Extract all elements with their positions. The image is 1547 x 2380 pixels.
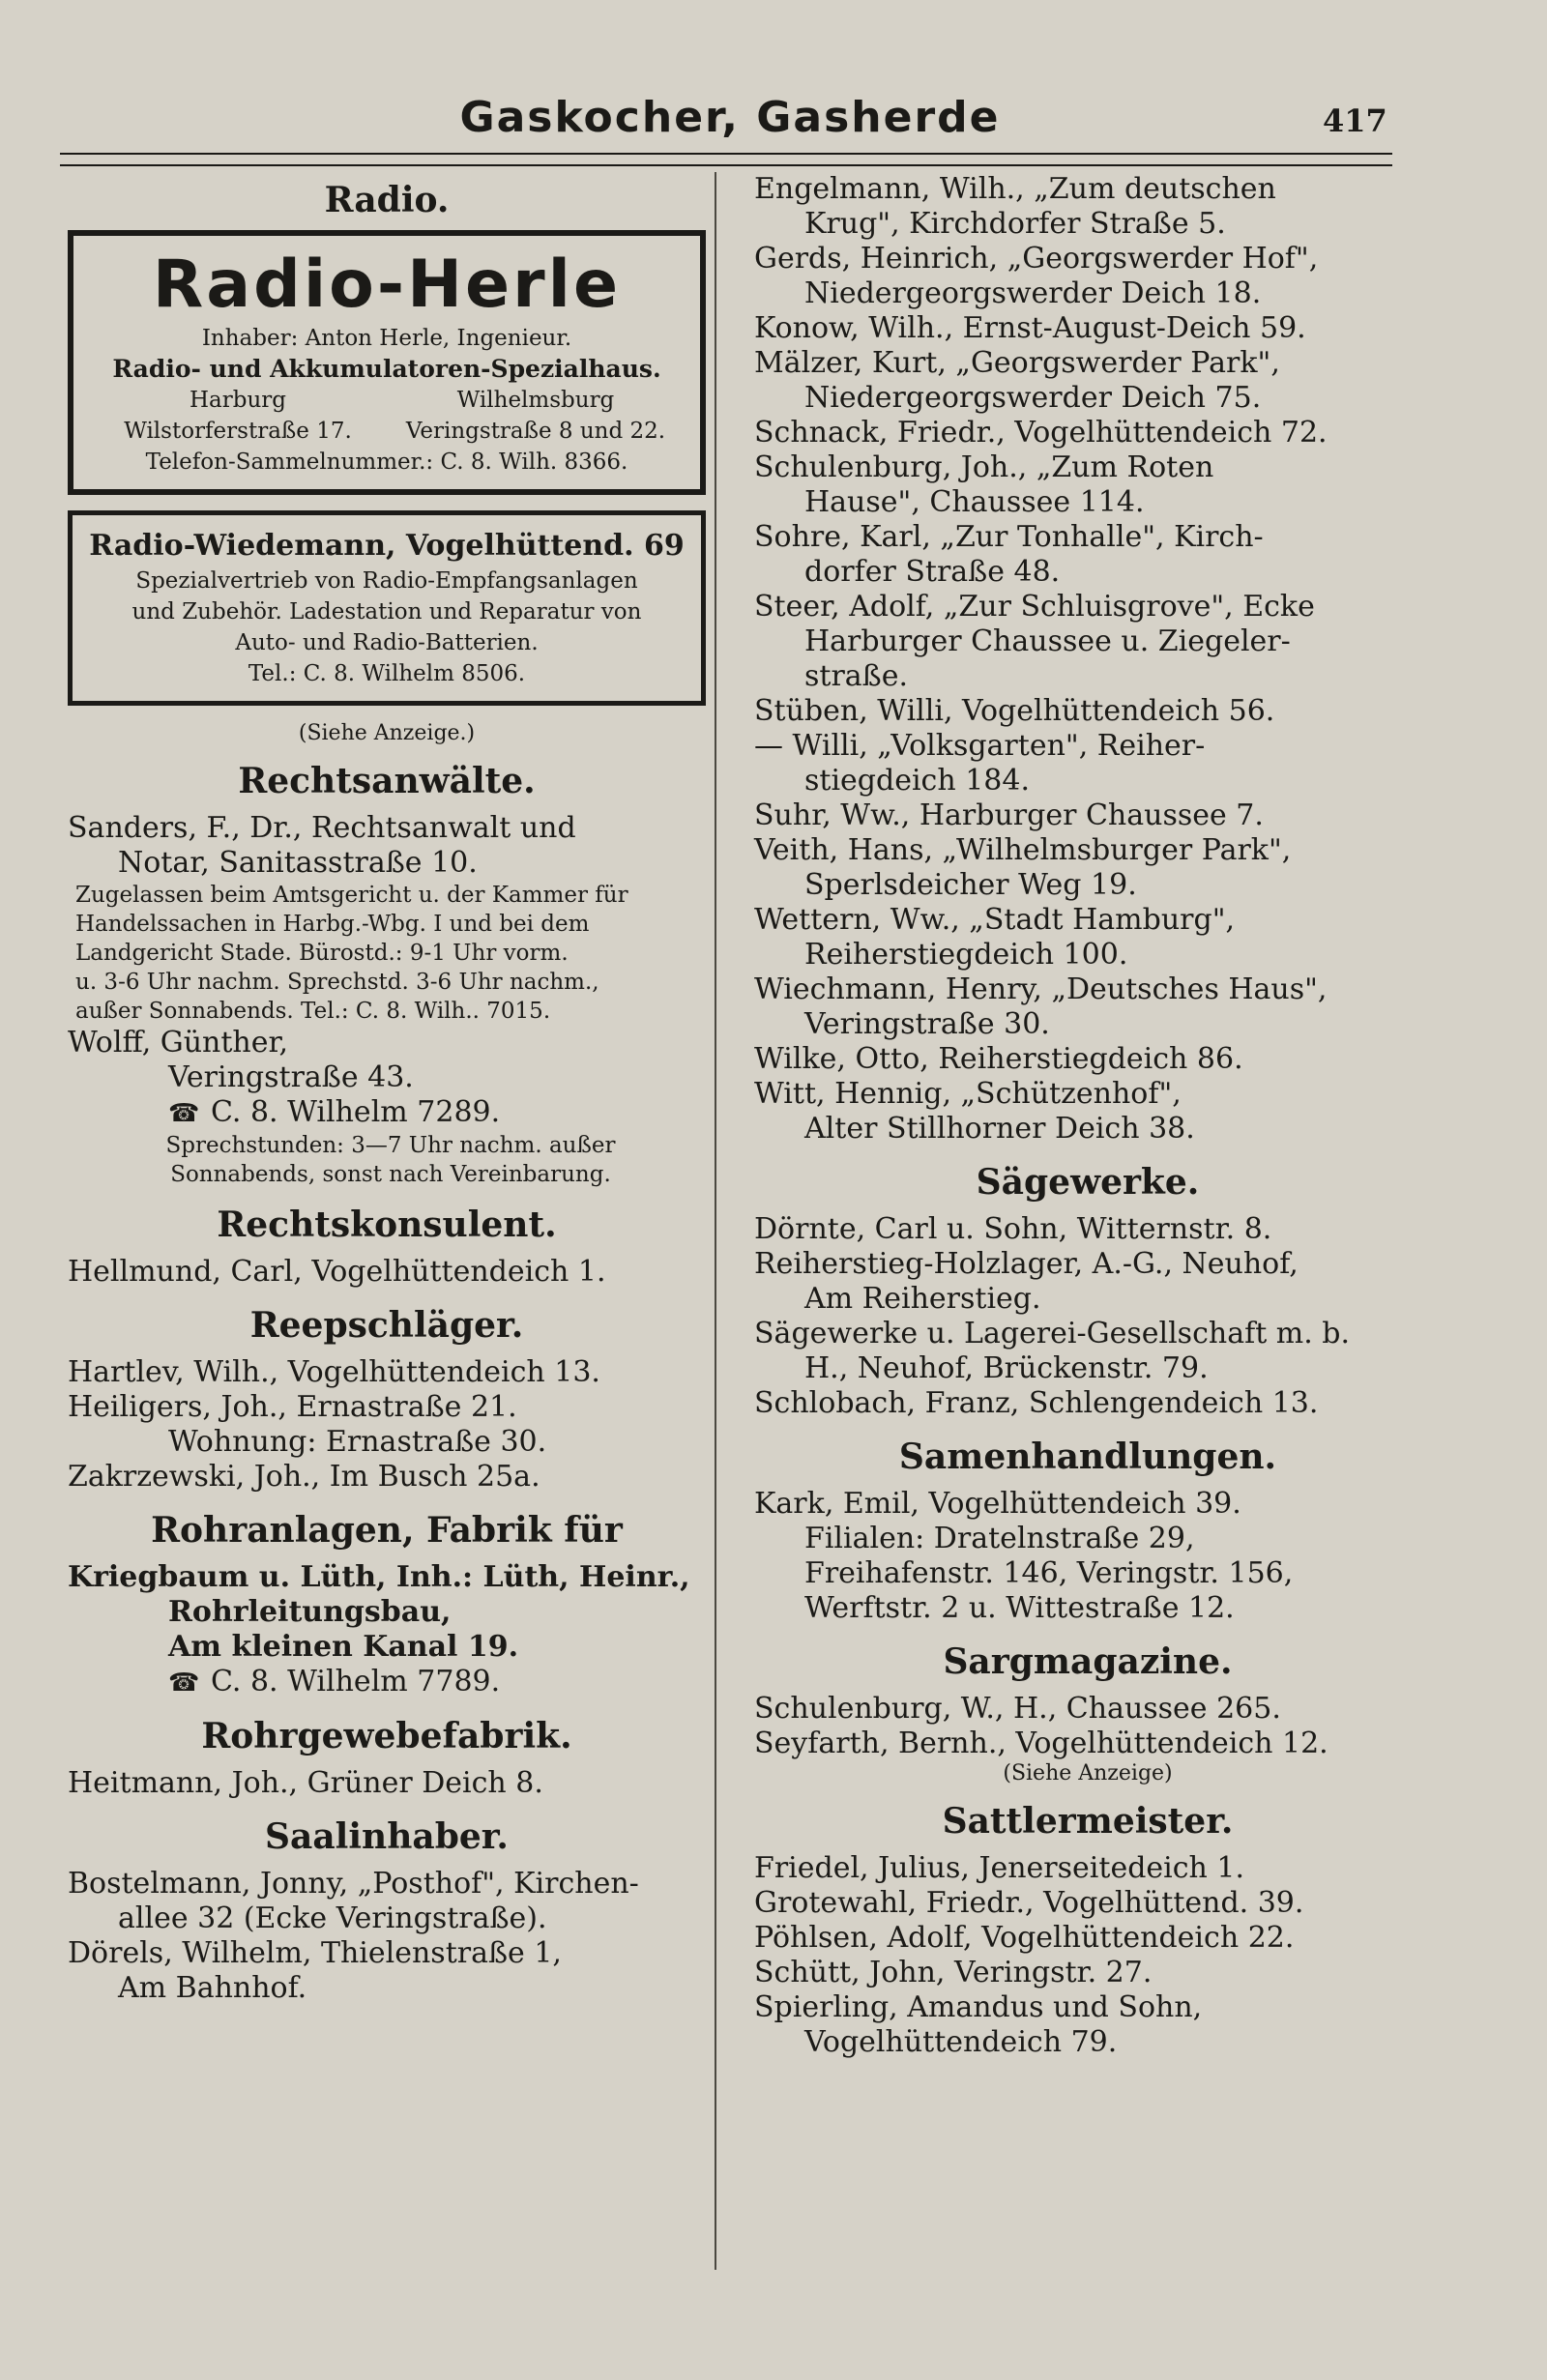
section-heading-samenhandlungen: Samenhandlungen. <box>898 1437 1277 1477</box>
directory-entry: Pöhlsen, Adolf, Vogelhüttendeich 22. <box>754 1921 1295 1955</box>
ad-brand-name: Radio-Herle <box>152 247 622 323</box>
page-number: 417 <box>1323 102 1387 139</box>
directory-entry: Grotewahl, Friedr., Vogelhüttend. 39. <box>754 1886 1304 1920</box>
directory-entry <box>68 1560 706 1665</box>
ad-owner: Inhaber: Anton Herle, Ingenieur. <box>201 326 572 351</box>
section-heading-saegewerke: Sägewerke. <box>976 1162 1200 1203</box>
directory-entry <box>68 1867 706 1936</box>
entry-line: Niedergeorgswerder Deich 75. <box>804 381 1262 415</box>
phone-number: C. 8. Wilhelm 7789. <box>211 1665 501 1698</box>
entry-line: Gerds, Heinrich, „Georgswerder Hof", <box>754 242 1319 276</box>
entry-line: straße. <box>804 659 909 693</box>
entry-line: Sanders, F., Dr., Rechtsanwalt und <box>68 811 576 845</box>
directory-entry: Schulenburg, W., H., Chaussee 265. <box>754 1692 1281 1726</box>
directory-entry <box>754 903 1421 972</box>
directory-entry: Dörnte, Carl u. Sohn, Witternstr. 8. <box>754 1212 1272 1246</box>
directory-entry <box>754 1317 1421 1386</box>
entry-line: dorfer Straße 48. <box>804 555 1061 589</box>
section-heading-rohranlagen: Rohranlagen, Fabrik für <box>151 1510 623 1551</box>
see-ad-note: (Siehe Anzeige) <box>1003 1761 1173 1785</box>
entry-line: Bostelmann, Jonny, „Posthof", Kirchen- <box>68 1867 639 1901</box>
phone-number: C. 8. Wilhelm 7289. <box>211 1095 501 1129</box>
entry-line: Dörels, Wilhelm, Thielenstraße 1, <box>68 1936 562 1970</box>
ad-text-line: Spezialvertrieb von Radio-Empfangsanlagen <box>135 568 638 594</box>
entry-line: Kark, Emil, Vogelhüttendeich 39. <box>754 1487 1241 1521</box>
ad-phone: Telefon-Sammelnummer.: C. 8. Wilh. 8366. <box>145 450 628 475</box>
ad-location-street: Veringstraße 8 und 22. <box>405 419 666 444</box>
ad-title: Radio-Wiedemann, Vogelhüttend. 69 <box>89 529 685 563</box>
column-divider <box>715 172 716 2270</box>
entry-line: Freihafenstr. 146, Veringstr. 156, <box>804 1556 1294 1590</box>
entry-line: Vogelhüttendeich 79. <box>804 2025 1118 2059</box>
directory-entry: Hellmund, Carl, Vogelhüttendeich 1. <box>68 1255 606 1289</box>
entry-detail: Landgericht Stade. Bürostd.: 9-1 Uhr vorm. <box>75 941 569 966</box>
directory-entry <box>68 1936 706 2006</box>
directory-entry: Schütt, John, Veringstr. 27. <box>754 1956 1153 1989</box>
entry-line: stiegdeich 184. <box>804 764 1031 798</box>
running-head-title: Gaskocher, Gasherde <box>459 93 1001 142</box>
entry-line: Krug", Kirchdorfer Straße 5. <box>804 207 1226 241</box>
directory-entry: Seyfarth, Bernh., Vogelhüttendeich 12. <box>754 1727 1328 1760</box>
entry-line: Wiechmann, Henry, „Deutsches Haus", <box>754 972 1328 1006</box>
entry-detail: u. 3-6 Uhr nachm. Sprechstd. 3-6 Uhr nachm., <box>75 970 599 995</box>
directory-entry <box>754 1077 1421 1146</box>
directory-entry <box>754 833 1421 903</box>
entry-line: Werftstr. 2 u. Wittestraße 12. <box>804 1591 1235 1625</box>
entry-line: Wohnung: Ernastraße 30. <box>168 1425 547 1459</box>
entry-line: — Willi, „Volksgarten", Reiher- <box>754 729 1206 763</box>
ad-phone: Tel.: C. 8. Wilhelm 8506. <box>248 661 526 686</box>
directory-entry <box>754 450 1421 520</box>
ad-text-line: und Zubehör. Ladestation und Reparatur von <box>131 599 642 624</box>
entry-line: Am Reiherstieg. <box>804 1282 1041 1316</box>
directory-entry <box>68 1390 706 1460</box>
directory-entry <box>754 1487 1421 1626</box>
entry-line: Reiherstiegdeich 100. <box>804 938 1128 972</box>
entry-line: Sperlsdeicher Weg 19. <box>804 868 1137 902</box>
section-heading-rechtsanwaelte: Rechtsanwälte. <box>238 761 536 801</box>
phone-line <box>68 1665 706 1700</box>
ad-text-line: Auto- und Radio-Batterien. <box>235 630 539 655</box>
entry-line: Sägewerke u. Lagerei-Gesellschaft m. b. <box>754 1317 1351 1350</box>
directory-entry <box>754 729 1421 798</box>
entry-line: Veringstraße 43. <box>168 1060 414 1094</box>
entry-detail: Zugelassen beim Amtsgericht u. der Kammer für <box>75 883 628 908</box>
section-heading-radio: Radio. <box>324 180 450 220</box>
directory-entry <box>754 590 1421 694</box>
entry-line: Spierling, Amandus und Sohn, <box>754 1990 1203 2024</box>
entry-line: Harburger Chaussee u. Ziegeler- <box>804 624 1291 658</box>
entry-line: Wolff, Günther, <box>68 1026 289 1059</box>
telephone-icon: ☎ <box>168 1669 200 1698</box>
entry-line: Veringstraße 30. <box>804 1007 1050 1041</box>
entry-line: Notar, Sanitasstraße 10. <box>118 846 478 880</box>
ad-location-street: Wilstorferstraße 17. <box>124 419 352 444</box>
entry-line: Rohrleitungsbau, <box>168 1595 452 1629</box>
entry-line: Kriegbaum u. Lüth, Inh.: Lüth, Heinr., <box>68 1560 690 1594</box>
entry-line: Sohre, Karl, „Zur Tonhalle", Kirch- <box>754 520 1264 554</box>
entry-line: Mälzer, Kurt, „Georgswerder Park", <box>754 346 1280 380</box>
entry-detail: Sprechstunden: 3—7 Uhr nachm. außer <box>165 1133 616 1158</box>
directory-entry: Wilke, Otto, Reiherstiegdeich 86. <box>754 1042 1243 1076</box>
section-heading-reepschlaeger: Reepschläger. <box>249 1305 524 1346</box>
entry-line: Alter Stillhorner Deich 38. <box>804 1112 1195 1146</box>
directory-entry <box>754 1247 1421 1317</box>
directory-entry <box>754 172 1421 242</box>
telephone-icon: ☎ <box>168 1099 200 1128</box>
entry-line: Schulenburg, Joh., „Zum Roten <box>754 450 1214 484</box>
directory-entry: Suhr, Ww., Harburger Chaussee 7. <box>754 798 1264 832</box>
entry-line: Veith, Hans, „Wilhelmsburger Park", <box>754 833 1292 867</box>
entry-detail: Sonnabends, sonst nach Vereinbarung. <box>170 1162 611 1187</box>
entry-detail: Handelssachen in Harbg.-Wbg. I und bei dem <box>75 912 590 937</box>
entry-line: Niedergeorgswerder Deich 18. <box>804 276 1262 310</box>
entry-line: Witt, Hennig, „Schützenhof", <box>754 1077 1182 1111</box>
entry-line: Filialen: Dratelnstraße 29, <box>804 1522 1195 1555</box>
entry-line: Am Bahnhof. <box>118 1971 307 2005</box>
directory-entry <box>754 972 1421 1042</box>
directory-entry <box>754 346 1421 416</box>
ad-location-harburg <box>89 385 387 447</box>
entry-line: Am kleinen Kanal 19. <box>168 1630 519 1664</box>
header-double-rule <box>60 153 1392 166</box>
entry-line: Engelmann, Wilh., „Zum deutschen <box>754 172 1276 206</box>
directory-entry <box>68 811 706 881</box>
directory-entry <box>68 1026 706 1095</box>
entry-line: Hause", Chaussee 114. <box>804 485 1145 519</box>
directory-entry <box>754 520 1421 590</box>
section-heading-rechtskonsulent: Rechtskonsulent. <box>217 1205 557 1245</box>
directory-entry: Stüben, Willi, Vogelhüttendeich 56. <box>754 694 1275 728</box>
phone-line <box>68 1095 706 1131</box>
directory-entry: Zakrzewski, Joh., Im Busch 25a. <box>68 1460 540 1494</box>
section-heading-saalinhaber: Saalinhaber. <box>265 1816 509 1857</box>
section-heading-sargmagazine: Sargmagazine. <box>943 1641 1233 1682</box>
directory-entry: Schnack, Friedr., Vogelhüttendeich 72. <box>754 416 1328 450</box>
directory-entry: Heitmann, Joh., Grüner Deich 8. <box>68 1766 543 1800</box>
entry-line: Steer, Adolf, „Zur Schluisgrove", Ecke <box>754 590 1315 624</box>
entry-line: Reiherstieg-Holzlager, A.-G., Neuhof, <box>754 1247 1299 1281</box>
entry-line: Heiligers, Joh., Ernastraße 21. <box>68 1390 517 1424</box>
see-ad-note: (Siehe Anzeige.) <box>298 721 476 745</box>
section-heading-rohrgewebefabrik: Rohrgewebefabrik. <box>201 1716 572 1756</box>
directory-entry <box>754 242 1421 311</box>
ad-radio-wiedemann <box>68 510 706 706</box>
ad-locations <box>89 385 685 447</box>
entry-line: allee 32 (Ecke Veringstraße). <box>118 1901 547 1935</box>
directory-entry: Schlobach, Franz, Schlengendeich 13. <box>754 1386 1319 1420</box>
directory-entry <box>754 1990 1421 2060</box>
directory-entry: Hartlev, Wilh., Vogelhüttendeich 13. <box>68 1355 600 1389</box>
section-heading-sattlermeister: Sattlermeister. <box>942 1801 1234 1842</box>
entry-line: H., Neuhof, Brückenstr. 79. <box>804 1351 1209 1385</box>
directory-entry: Friedel, Julius, Jenerseitedeich 1. <box>754 1851 1245 1885</box>
entry-detail: außer Sonnabends. Tel.: C. 8. Wilh.. 7015. <box>75 999 551 1024</box>
right-column <box>754 172 1421 2060</box>
directory-entry: Konow, Wilh., Ernst-August-Deich 59. <box>754 311 1306 345</box>
ad-tagline: Radio- und Akkumulatoren-Spezialhaus. <box>112 355 661 383</box>
ad-location-city: Wilhelmsburg <box>456 388 615 413</box>
entry-line: Wettern, Ww., „Stadt Hamburg", <box>754 903 1236 937</box>
left-column <box>68 172 706 2006</box>
ad-location-wilhelmsburg <box>387 385 685 447</box>
ad-radio-herle <box>68 230 706 495</box>
ad-location-city: Harburg <box>189 388 287 413</box>
